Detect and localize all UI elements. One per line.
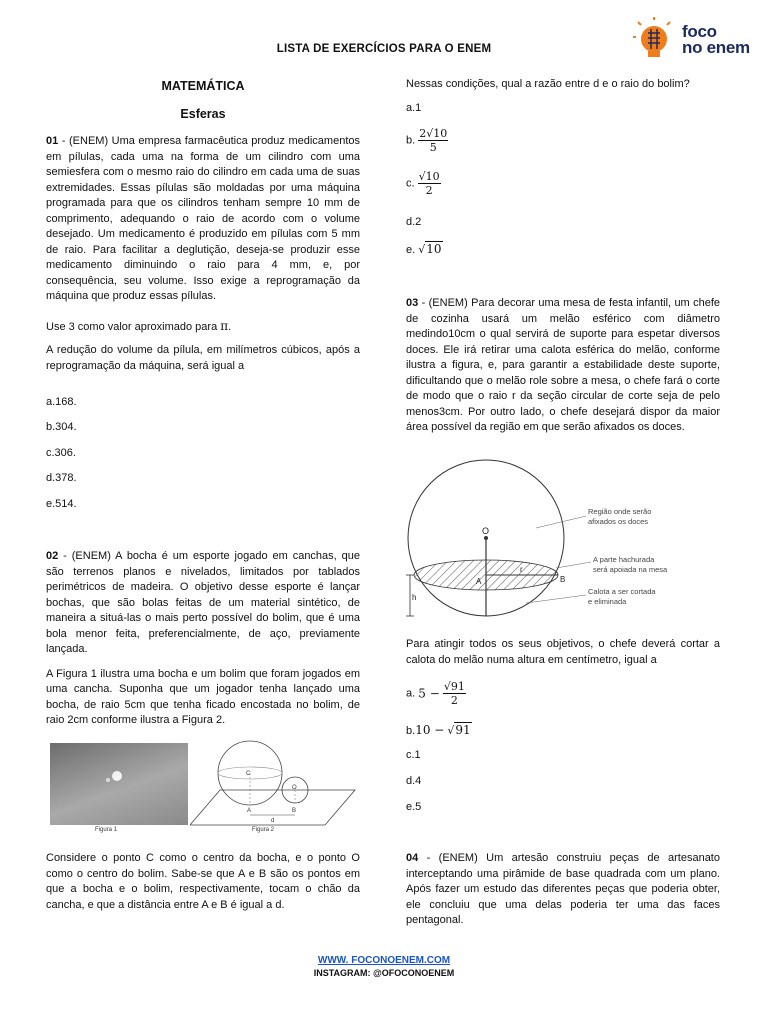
- q02-option-e-label: e.: [406, 244, 416, 256]
- figure-1-photo: [50, 743, 188, 825]
- logo-text: [682, 24, 750, 56]
- q02-option-b-label: b.: [406, 134, 416, 147]
- q03-option-a[interactable]: [406, 680, 466, 707]
- melon-note-cap2: e eliminada: [588, 597, 627, 606]
- q02-option-b-fraction: [418, 127, 448, 154]
- figure-2-diagram: [190, 735, 358, 835]
- fig2-label-d: d: [271, 818, 275, 824]
- q01-option-d[interactable]: d.378.: [46, 472, 77, 484]
- logo-line2: no enem: [682, 38, 750, 57]
- q01-number: 01: [46, 135, 59, 147]
- q03-option-a-fraction: [443, 680, 466, 707]
- q03-option-b-label: b.: [406, 725, 416, 737]
- pi-symbol: π: [220, 318, 229, 333]
- question-04: [406, 851, 720, 929]
- q01-pi-end: .: [228, 320, 232, 333]
- q01-option-a[interactable]: a.168.: [46, 396, 77, 408]
- q01-option-b[interactable]: b.304.: [46, 421, 77, 433]
- q02-question-block: [406, 77, 720, 93]
- q02-option-b[interactable]: [406, 127, 448, 154]
- q01-pi-text: Use 3 como valor aproximado para: [46, 320, 221, 333]
- q02-text3: Considere o ponto C como o centro da bocha, e o ponto O como o centro do bolim. Sabe-se que A e B são os pontos em que a bocha e o bolim, respectivamente, tocam o chão da cancha, e que a distância entre A e B é igual a d.: [46, 852, 360, 911]
- q02-option-a[interactable]: a.1: [406, 102, 422, 114]
- q02-c-denominator: 2: [425, 184, 433, 197]
- q02-option-c-label: c.: [406, 177, 415, 190]
- q01-option-c[interactable]: c.306.: [46, 447, 76, 459]
- figure-2-label: Figura 2: [252, 827, 275, 833]
- q03-option-b[interactable]: [406, 723, 472, 737]
- fig2-label-b: B: [292, 808, 297, 814]
- q03-a-denominator: 2: [450, 694, 458, 707]
- melon-label-a: A: [476, 577, 482, 586]
- melon-note-hatch2: será apoiada na mesa: [593, 565, 668, 574]
- q01-text: [46, 134, 360, 305]
- q01-question: A redução do volume da pílula, em milímetros cúbicos, após a reprogramação da máquina, será igual a: [46, 344, 360, 372]
- topic-title: Esferas: [180, 107, 226, 121]
- footer-website-link[interactable]: WWW. FOCONOENEM.COM: [317, 955, 451, 966]
- q03-body: - (ENEM) Para decorar uma mesa de festa infantil, um chefe de cozinha usará um melão esférico com diâmetro medindo10cm o qual servirá de suporte para espetar diversos doces. Ele irá retirar uma calota esférica do melão, conforme ilustra a figura, e, para garantir a estabilidade deste suporte, dificultando que o melão role sobre a mesa, o chefe fará o corte de modo que o raio r da seção circular de corte seja de pelo menos3cm. Por outro lado, o chefe desejará dispor da maior área possível da região em que serão afixados os doces.: [406, 297, 720, 433]
- q02-e-value: 10: [426, 242, 442, 256]
- footer-instagram: INSTAGRAM: @OFOCONOENEM: [313, 968, 455, 978]
- q04-number: 04: [406, 852, 419, 864]
- q03-question: Para atingir todos os seus objetivos, o chefe deverá cortar a calota do melão numa altura em centímetro, igual a: [406, 638, 720, 666]
- subject-title: MATEMÁTICA: [161, 79, 245, 93]
- q01-body: - (ENEM) Uma empresa farmacêutica produz medicamentos em pílulas, cada uma na forma de um cilindro com uma semiesfera com o mesmo raio do cilindro em cada uma de suas extremidades. Essas pílulas são moldadas por uma máquina programada para que os cilindros tenham sempre 10 mm de comprimento, adequando o raio de acordo com o volume desejado. Um medicamento é produzido em pílulas com 5 mm de raio. Para facilitar a deglutição, deseja-se produzir esse medicamento diminuindo o raio para 4 mm, e, por consequência, seu volume. Isso exige a reprogramação da máquina que produz essas pílulas.: [46, 135, 360, 302]
- q03-option-a-label: a.: [406, 687, 416, 700]
- question-03: [406, 296, 720, 436]
- sqrt-icon: √: [418, 243, 426, 256]
- fig2-label-c: C: [246, 771, 251, 777]
- logo-line1: foco: [682, 22, 717, 41]
- q04-body: - (ENEM) Um artesão construiu peças de artesanato interceptando uma pirâmide de base quadrada com um plano. Após fazer um estudo das diferentes peças que poderia obter, ele concluiu que uma delas poderia ter uma das faces pentagonal.: [406, 852, 720, 926]
- question-01: [46, 134, 360, 374]
- melon-note-hatch: A parte hachurada: [593, 555, 655, 564]
- q02-option-c[interactable]: [406, 170, 441, 197]
- q02-b-denominator: 5: [429, 141, 437, 154]
- q03-text: [406, 296, 720, 436]
- melon-note-region2: afixados os doces: [588, 517, 649, 526]
- q03-b-prefix: 10 −: [415, 723, 445, 737]
- q02-text3-block: [46, 851, 360, 913]
- q03-question-block: [406, 637, 720, 668]
- bocha-ball: [112, 771, 122, 781]
- q01-option-e[interactable]: e.514.: [46, 498, 77, 510]
- melon-label-r: r: [520, 565, 523, 574]
- fig2-label-o: O: [292, 785, 297, 791]
- q03-option-c[interactable]: c.1: [406, 749, 421, 761]
- q02-text: [46, 549, 360, 658]
- melon-figure: [406, 458, 720, 628]
- q02-option-e[interactable]: [406, 242, 443, 256]
- q03-a-prefix: 5 −: [418, 686, 440, 701]
- q03-option-e[interactable]: e.5: [406, 801, 422, 813]
- question-02: [46, 549, 360, 729]
- q02-b-numerator: 2√10: [419, 127, 448, 140]
- q02-option-c-fraction: [418, 170, 441, 197]
- bolim-ball: [106, 778, 110, 782]
- sqrt-icon: √: [447, 724, 455, 737]
- lightbulb-icon: [632, 15, 682, 65]
- q02-body: - (ENEM) A bocha é um esporte jogado em canchas, que são terrenos planos e nivelados, limitados por tablados perimétricos de madeira. O objetivo desse esporte é lançar bochas, que são bolas feitas de um material sintético, de maneira a situá-las o mais perto possível do bolim, que é uma bola menor feita, preferencialmente, de aço, previamente lançada.: [46, 550, 360, 655]
- figure-1-label: Figura 1: [95, 827, 118, 833]
- q02-text2: A Figura 1 ilustra uma bocha e um bolim que foram jogados em uma cancha. Suponha que um jogador tenha lançado uma bocha, de raio 5cm que tenha ficado encostada no bolim, de raio 2cm conforme ilustra a Figura 2.: [46, 667, 360, 726]
- q03-option-d[interactable]: d.4: [406, 775, 422, 787]
- logo[interactable]: [632, 15, 762, 65]
- melon-note-cap: Calota a ser cortada: [588, 587, 656, 596]
- melon-label-h: h: [412, 593, 417, 602]
- melon-note-region: Região onde serão: [588, 507, 652, 516]
- q02-option-d[interactable]: d.2: [406, 216, 422, 228]
- melon-label-b: B: [560, 575, 566, 584]
- q02-question: Nessas condições, qual a razão entre d e o raio do bolim?: [406, 78, 690, 90]
- melon-label-o: O: [482, 526, 490, 536]
- q03-a-numerator: √91: [443, 680, 465, 693]
- q03-b-value: 91: [455, 723, 471, 737]
- q02-number: 02: [46, 550, 59, 562]
- q03-number: 03: [406, 297, 419, 309]
- page-title: LISTA DE EXERCÍCIOS PARA O ENEM: [276, 43, 492, 55]
- q02-c-numerator: √10: [418, 170, 440, 183]
- q01-pi-note: [46, 319, 360, 336]
- fig2-label-a: A: [247, 808, 252, 814]
- q04-text: [406, 851, 720, 929]
